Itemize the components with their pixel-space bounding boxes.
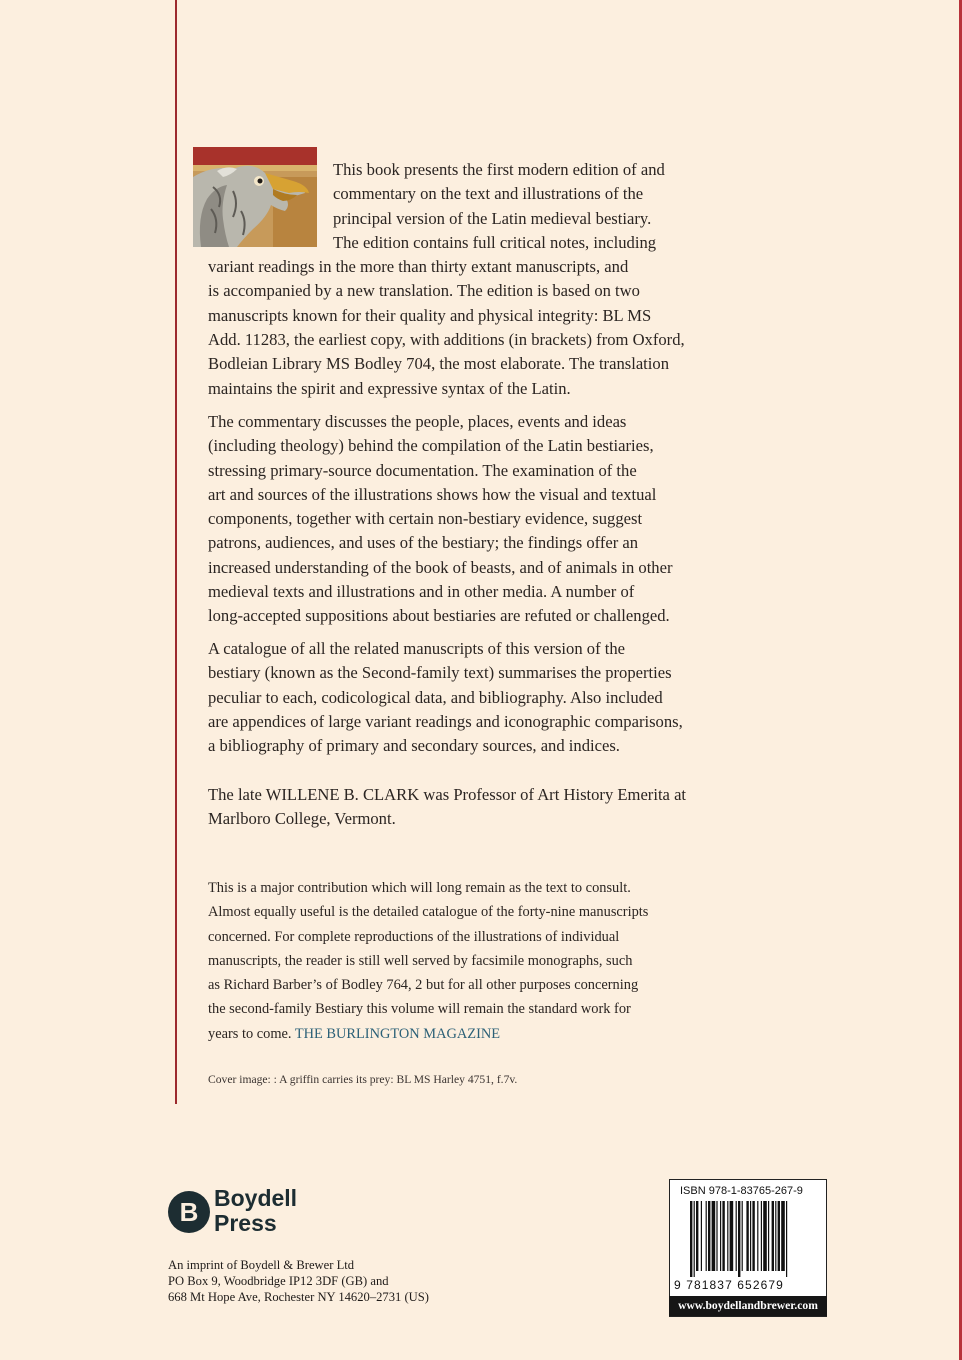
text-line: increased understanding of the book of beasts, and of animals in other: [208, 557, 673, 577]
publisher-name: [214, 1186, 297, 1236]
text-line: Add. 11283, the earliest copy, with additions (in brackets) from Oxford,: [208, 330, 685, 350]
barcode-bar: [701, 1201, 702, 1271]
text-line: components, together with certain non-bestiary evidence, suggest: [208, 509, 643, 529]
text-line: maintains the spirit and expressive syntax of the Latin.: [208, 378, 571, 398]
description-paragraph-3: [208, 637, 683, 758]
isbn-label: ISBN 978-1-83765-267-9: [680, 1185, 803, 1197]
review-quote: [208, 876, 648, 1046]
address-line: An imprint of Boydell & Brewer Ltd: [168, 1258, 355, 1272]
text-line: manuscripts known for their quality and physical integrity: BL MS: [208, 305, 652, 325]
address-line: 668 Mt Hope Ave, Rochester NY 14620–2731 (US): [168, 1290, 429, 1305]
barcode-bar: [708, 1201, 710, 1271]
barcode-bar: [727, 1201, 728, 1271]
text-line: art and sources of the illustrations shows how the visual and textual: [208, 484, 657, 504]
text-line: This is a major contribution which will long remain as the text to consult.: [208, 880, 631, 896]
publisher-logo: [168, 1186, 328, 1238]
barcode-bar: [778, 1201, 780, 1271]
barcode-bar: [742, 1201, 743, 1271]
text-line: medieval texts and illustrations and in other media. A number of: [208, 582, 635, 602]
text-line: as Richard Barber’s of Bodley 764, 2 but for all other purposes concerning: [208, 977, 639, 994]
text-line: is accompanied by a new translation. The edition is based on two: [208, 281, 640, 301]
barcode-bar: [768, 1201, 769, 1271]
barcode-bar: [750, 1201, 751, 1271]
text-line: [208, 1022, 648, 1046]
text-line: concerned. For complete reproductions of the illustrations of individual: [208, 928, 620, 945]
barcode-bar: [738, 1201, 740, 1277]
text-line: patrons, audiences, and uses of the bestiary; the findings offer an: [208, 533, 639, 553]
barcode-bar: [712, 1201, 716, 1271]
spine-rule: [175, 0, 177, 1104]
text-line: This book presents the first modern edition of and: [333, 160, 665, 179]
cover-image-credit: Cover image: : A griffin carries its prey: BL MS Harley 4751, f.7v.: [208, 1073, 518, 1086]
text-line: bestiary (known as the Second-family text) summarises the properties: [208, 663, 672, 683]
barcode-bar: [720, 1201, 721, 1271]
text-line: A catalogue of all the related manuscripts of this version of the: [208, 639, 626, 658]
publisher-name-line1: Boydell: [214, 1185, 298, 1211]
text-line: Almost equally useful is the detailed catalogue of the forty-nine manuscripts: [208, 904, 649, 921]
text-line: a bibliography of primary and secondary sources, and indices.: [208, 736, 620, 756]
barcode-bar: [781, 1201, 785, 1271]
barcode-bar: [694, 1201, 695, 1277]
text-line: variant readings in the more than thirty extant manuscripts, and: [208, 257, 629, 277]
barcode-bar: [736, 1201, 737, 1271]
text-line: (including theology) behind the compilation of the Latin bestiaries,: [208, 436, 654, 456]
description-paragraph-2: [208, 410, 673, 629]
text-line: manuscripts, the reader is still well served by facsimile monographs, such: [208, 952, 633, 969]
publisher-logo-icon: [168, 1191, 210, 1233]
barcode-bar: [722, 1201, 724, 1271]
barcode-bar: [730, 1201, 734, 1271]
text-line: stressing primary-source documentation. The examination of the: [208, 460, 637, 480]
text-line: peculiar to each, codicological data, and bibliography. Also included: [208, 687, 663, 707]
logo-letter: B: [179, 1197, 199, 1227]
barcode-bar: [772, 1201, 774, 1271]
publisher-address: [168, 1257, 429, 1306]
barcode-bar: [696, 1201, 698, 1271]
barcode-bars: [690, 1201, 820, 1277]
text-line: principal version of the Latin medieval bestiary.: [333, 208, 652, 228]
barcode-bar: [690, 1201, 692, 1277]
review-last-line: years to come.: [208, 1025, 292, 1042]
barcode-bar: [706, 1201, 707, 1271]
barcode-bar: [786, 1201, 787, 1277]
author-bio: [208, 783, 686, 832]
barcode-bar: [746, 1201, 748, 1271]
text-line: The edition contains full critical notes, including: [333, 232, 657, 252]
text-line: commentary on the text and illustrations of the: [333, 184, 644, 204]
review-source: THE BURLINGTON MAGAZINE: [294, 1025, 501, 1042]
text-line: The commentary discusses the people, places, events and ideas: [208, 412, 627, 431]
text-line: The late WILLENE B. CLARK was Professor of Art History Emerita at: [208, 785, 687, 804]
barcode-bar: [761, 1201, 762, 1271]
text-line: the second-family Bestiary this volume will remain the standard work for: [208, 1001, 631, 1018]
text-line: long-accepted suppositions about bestiaries are refuted or challenged.: [208, 606, 670, 626]
barcode-bar: [716, 1201, 717, 1271]
text-line: are appendices of large variant readings and iconographic comparisons,: [208, 711, 683, 731]
publisher-name-line2: Press: [214, 1210, 277, 1236]
website-banner: www.boydellandbrewer.com: [669, 1296, 827, 1316]
barcode-bar: [757, 1201, 758, 1271]
barcode-bar: [763, 1201, 767, 1271]
barcode-bar: [752, 1201, 754, 1271]
address-line: PO Box 9, Woodbridge IP12 3DF (GB) and: [168, 1274, 389, 1289]
text-line: Marlboro College, Vermont.: [208, 809, 396, 829]
text-line: Bodleian Library MS Bodley 704, the most elaborate. The translation: [208, 354, 669, 374]
barcode-bar: [775, 1201, 776, 1271]
isbn-digits: 9 781837 652679: [674, 1278, 784, 1292]
description-paragraph-1: [208, 158, 685, 401]
